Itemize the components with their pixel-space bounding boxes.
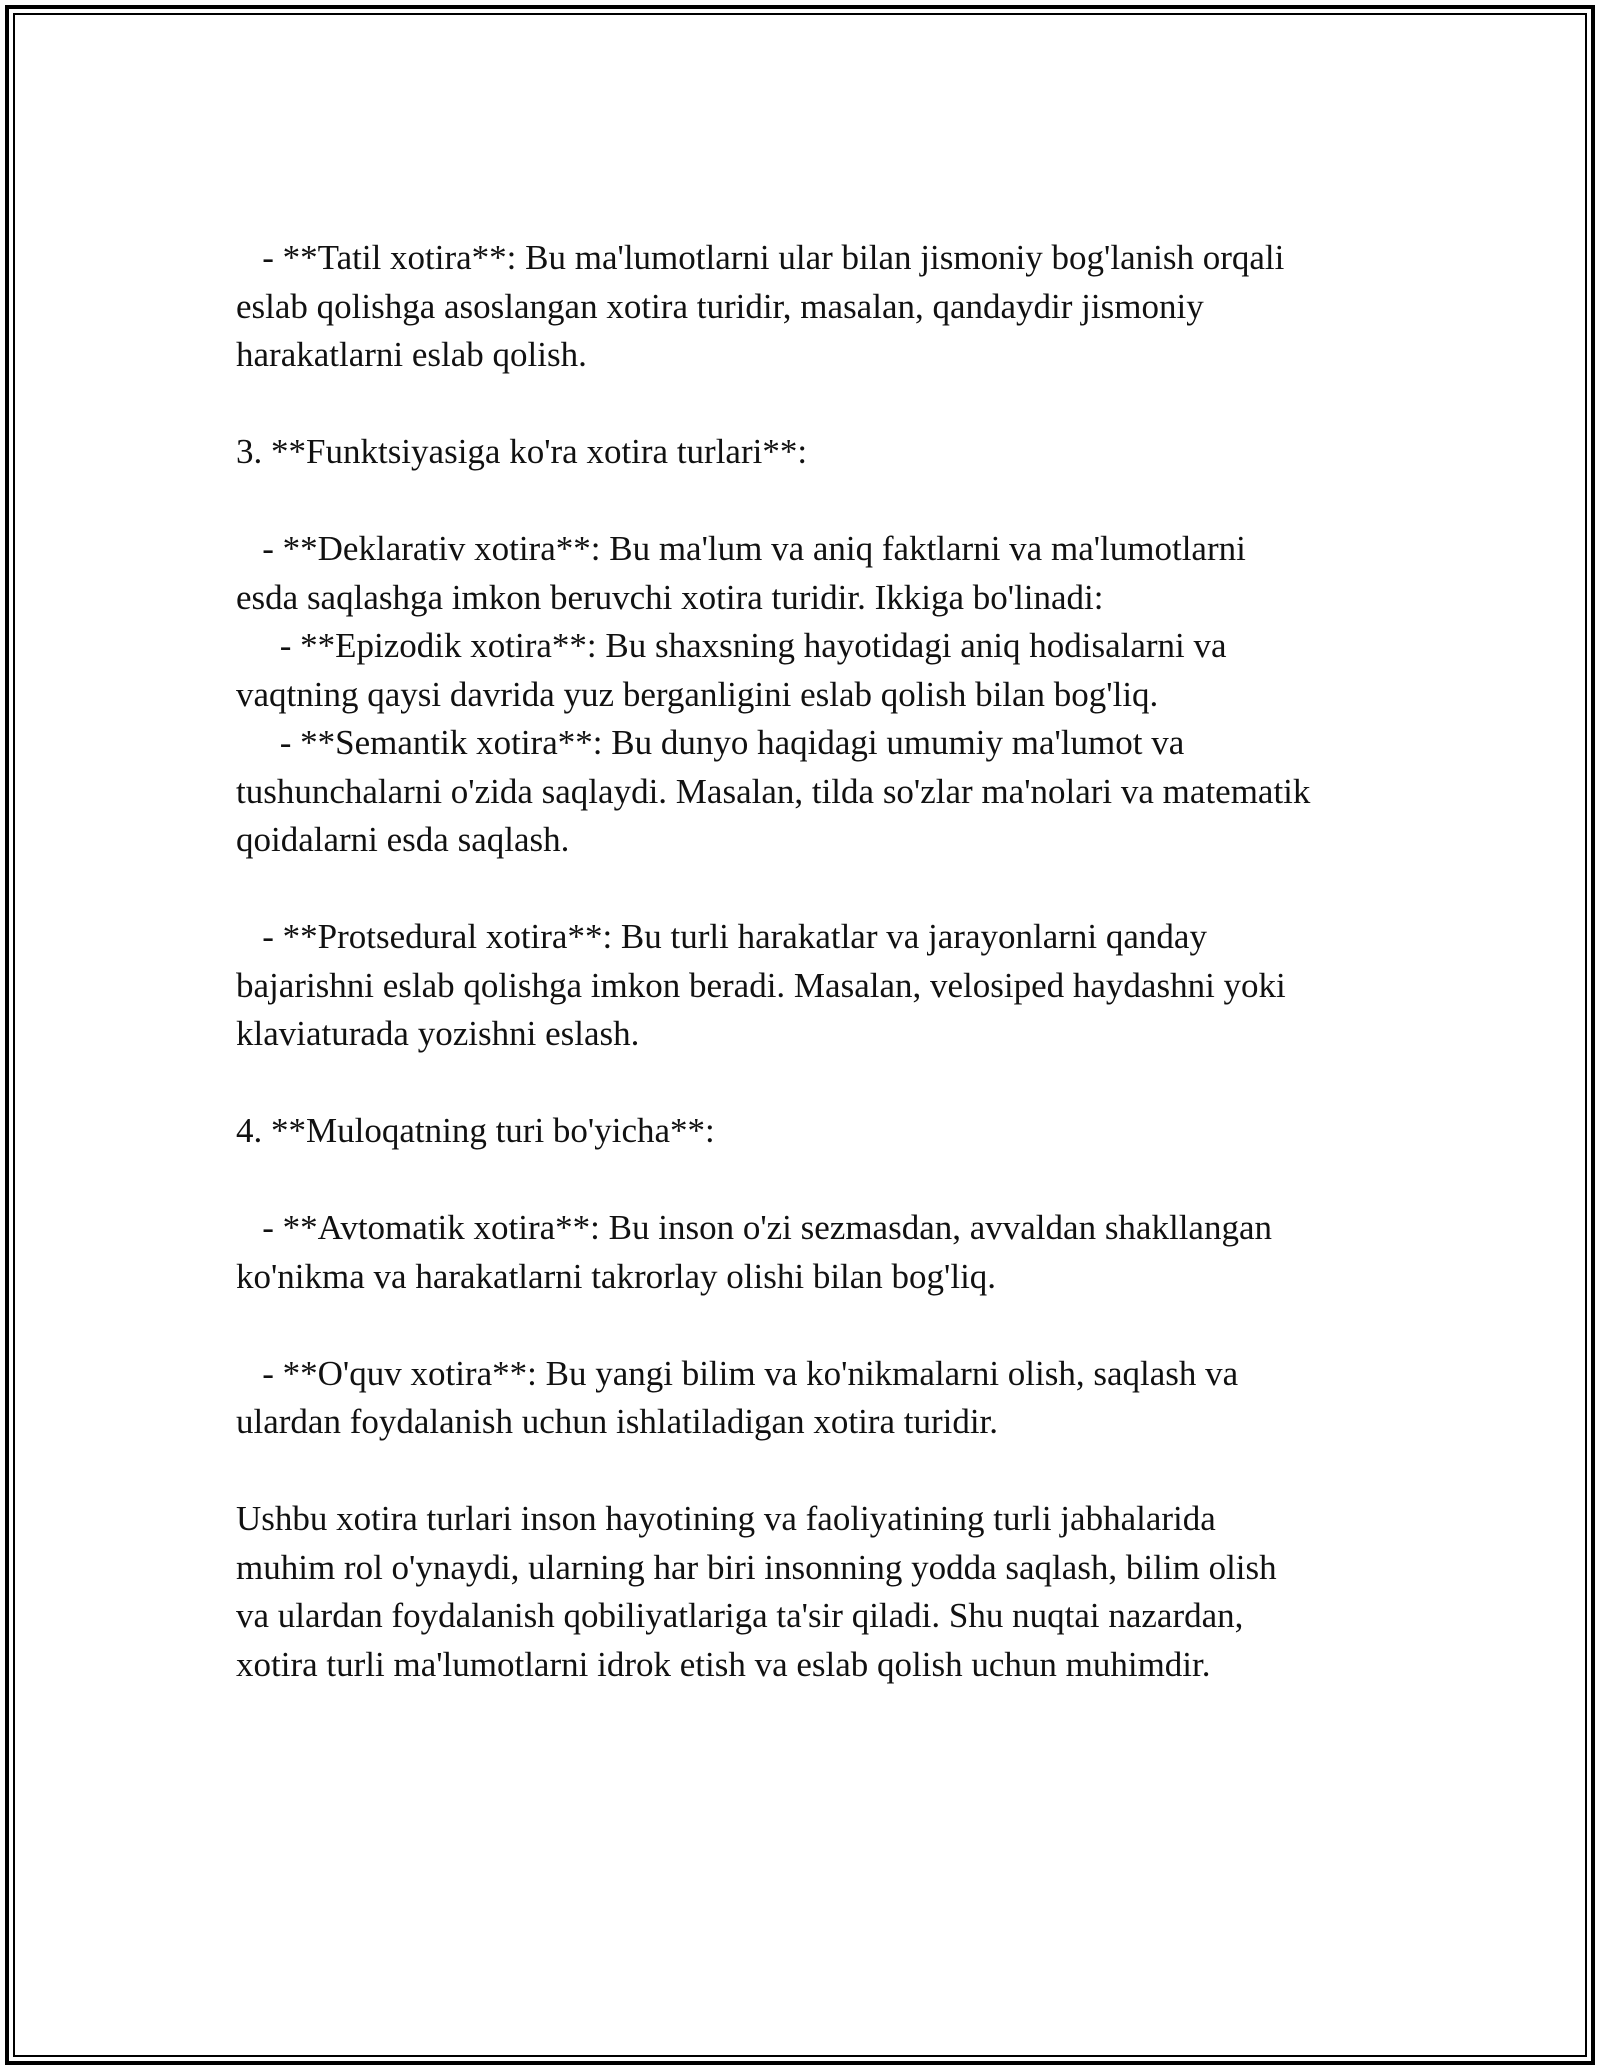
text-line: muhim rol o'ynaydi, ularning har biri insonning yodda saqlash, bilim olish: [236, 1547, 1277, 1587]
text-line: esda saqlashga imkon beruvchi xotira turidir. Ikkiga bo'linadi:: [236, 577, 1104, 617]
blank-line: [236, 1156, 1406, 1205]
text-line: - **Deklarativ xotira**: Bu ma'lum va aniq faktlarni va ma'lumotlarni: [236, 529, 1246, 568]
text-line: - **Avtomatik xotira**: Bu inson o'zi sezmasdan, avvaldan shakllangan: [236, 1208, 1272, 1247]
text-line: ulardan foydalanish uchun ishlatiladigan xotira turidir.: [236, 1402, 999, 1441]
text-line: ko'nikma va harakatlarni takrorlay olishi bilan bog'liq.: [236, 1256, 997, 1296]
document-body: [236, 234, 1406, 1689]
text-line: - **Semantik xotira**: Bu dunyo haqidagi umumiy ma'lumot va: [236, 723, 1185, 762]
text-line: klaviaturada yozishni eslash.: [236, 1014, 640, 1053]
text-line: xotira turli ma'lumotlarni idrok etish va eslab qolish uchun muhimdir.: [236, 1644, 1211, 1684]
text-line: harakatlarni eslab qolish.: [236, 335, 587, 374]
section-heading: 3. **Funktsiyasiga ko'ra xotira turlari**:: [236, 432, 808, 471]
section-heading: 4. **Muloqatning turi bo'yicha**:: [236, 1111, 715, 1150]
text-line: - **Epizodik xotira**: Bu shaxsning hayotidagi aniq hodisalarni va: [236, 626, 1227, 665]
blank-line: [236, 1447, 1406, 1496]
blank-line: [236, 1301, 1406, 1350]
text-line: vaqtning qaysi davrida yuz berganligini eslab qolish bilan bog'liq.: [236, 674, 1159, 714]
blank-line: [236, 865, 1406, 914]
blank-line: [236, 477, 1406, 526]
text-line: va ulardan foydalanish qobiliyatlariga ta'sir qiladi. Shu nuqtai nazardan,: [236, 1596, 1244, 1635]
text-line: bajarishni eslab qolishga imkon beradi. Masalan, velosiped haydashni yoki: [236, 965, 1286, 1005]
text-line: tushunchalarni o'zida saqlaydi. Masalan, tilda so'zlar ma'nolari va matematik: [236, 771, 1311, 811]
text-line: qoidalarni esda saqlash.: [236, 820, 570, 859]
blank-line: [236, 380, 1406, 429]
text-line: - **Protsedural xotira**: Bu turli harakatlar va jarayonlarni qanday: [236, 917, 1207, 956]
text-line: - **O'quv xotira**: Bu yangi bilim va ko'nikmalarni olish, saqlash va: [236, 1353, 1239, 1393]
text-line: - **Tatil xotira**: Bu ma'lumotlarni ular bilan jismoniy bog'lanish orqali: [236, 238, 1285, 277]
text-line: eslab qolishga asoslangan xotira turidir, masalan, qandaydir jismoniy: [236, 286, 1204, 326]
text-line: Ushbu xotira turlari inson hayotining va faoliyatining turli jabhalarida: [236, 1499, 1216, 1538]
blank-line: [236, 1059, 1406, 1108]
